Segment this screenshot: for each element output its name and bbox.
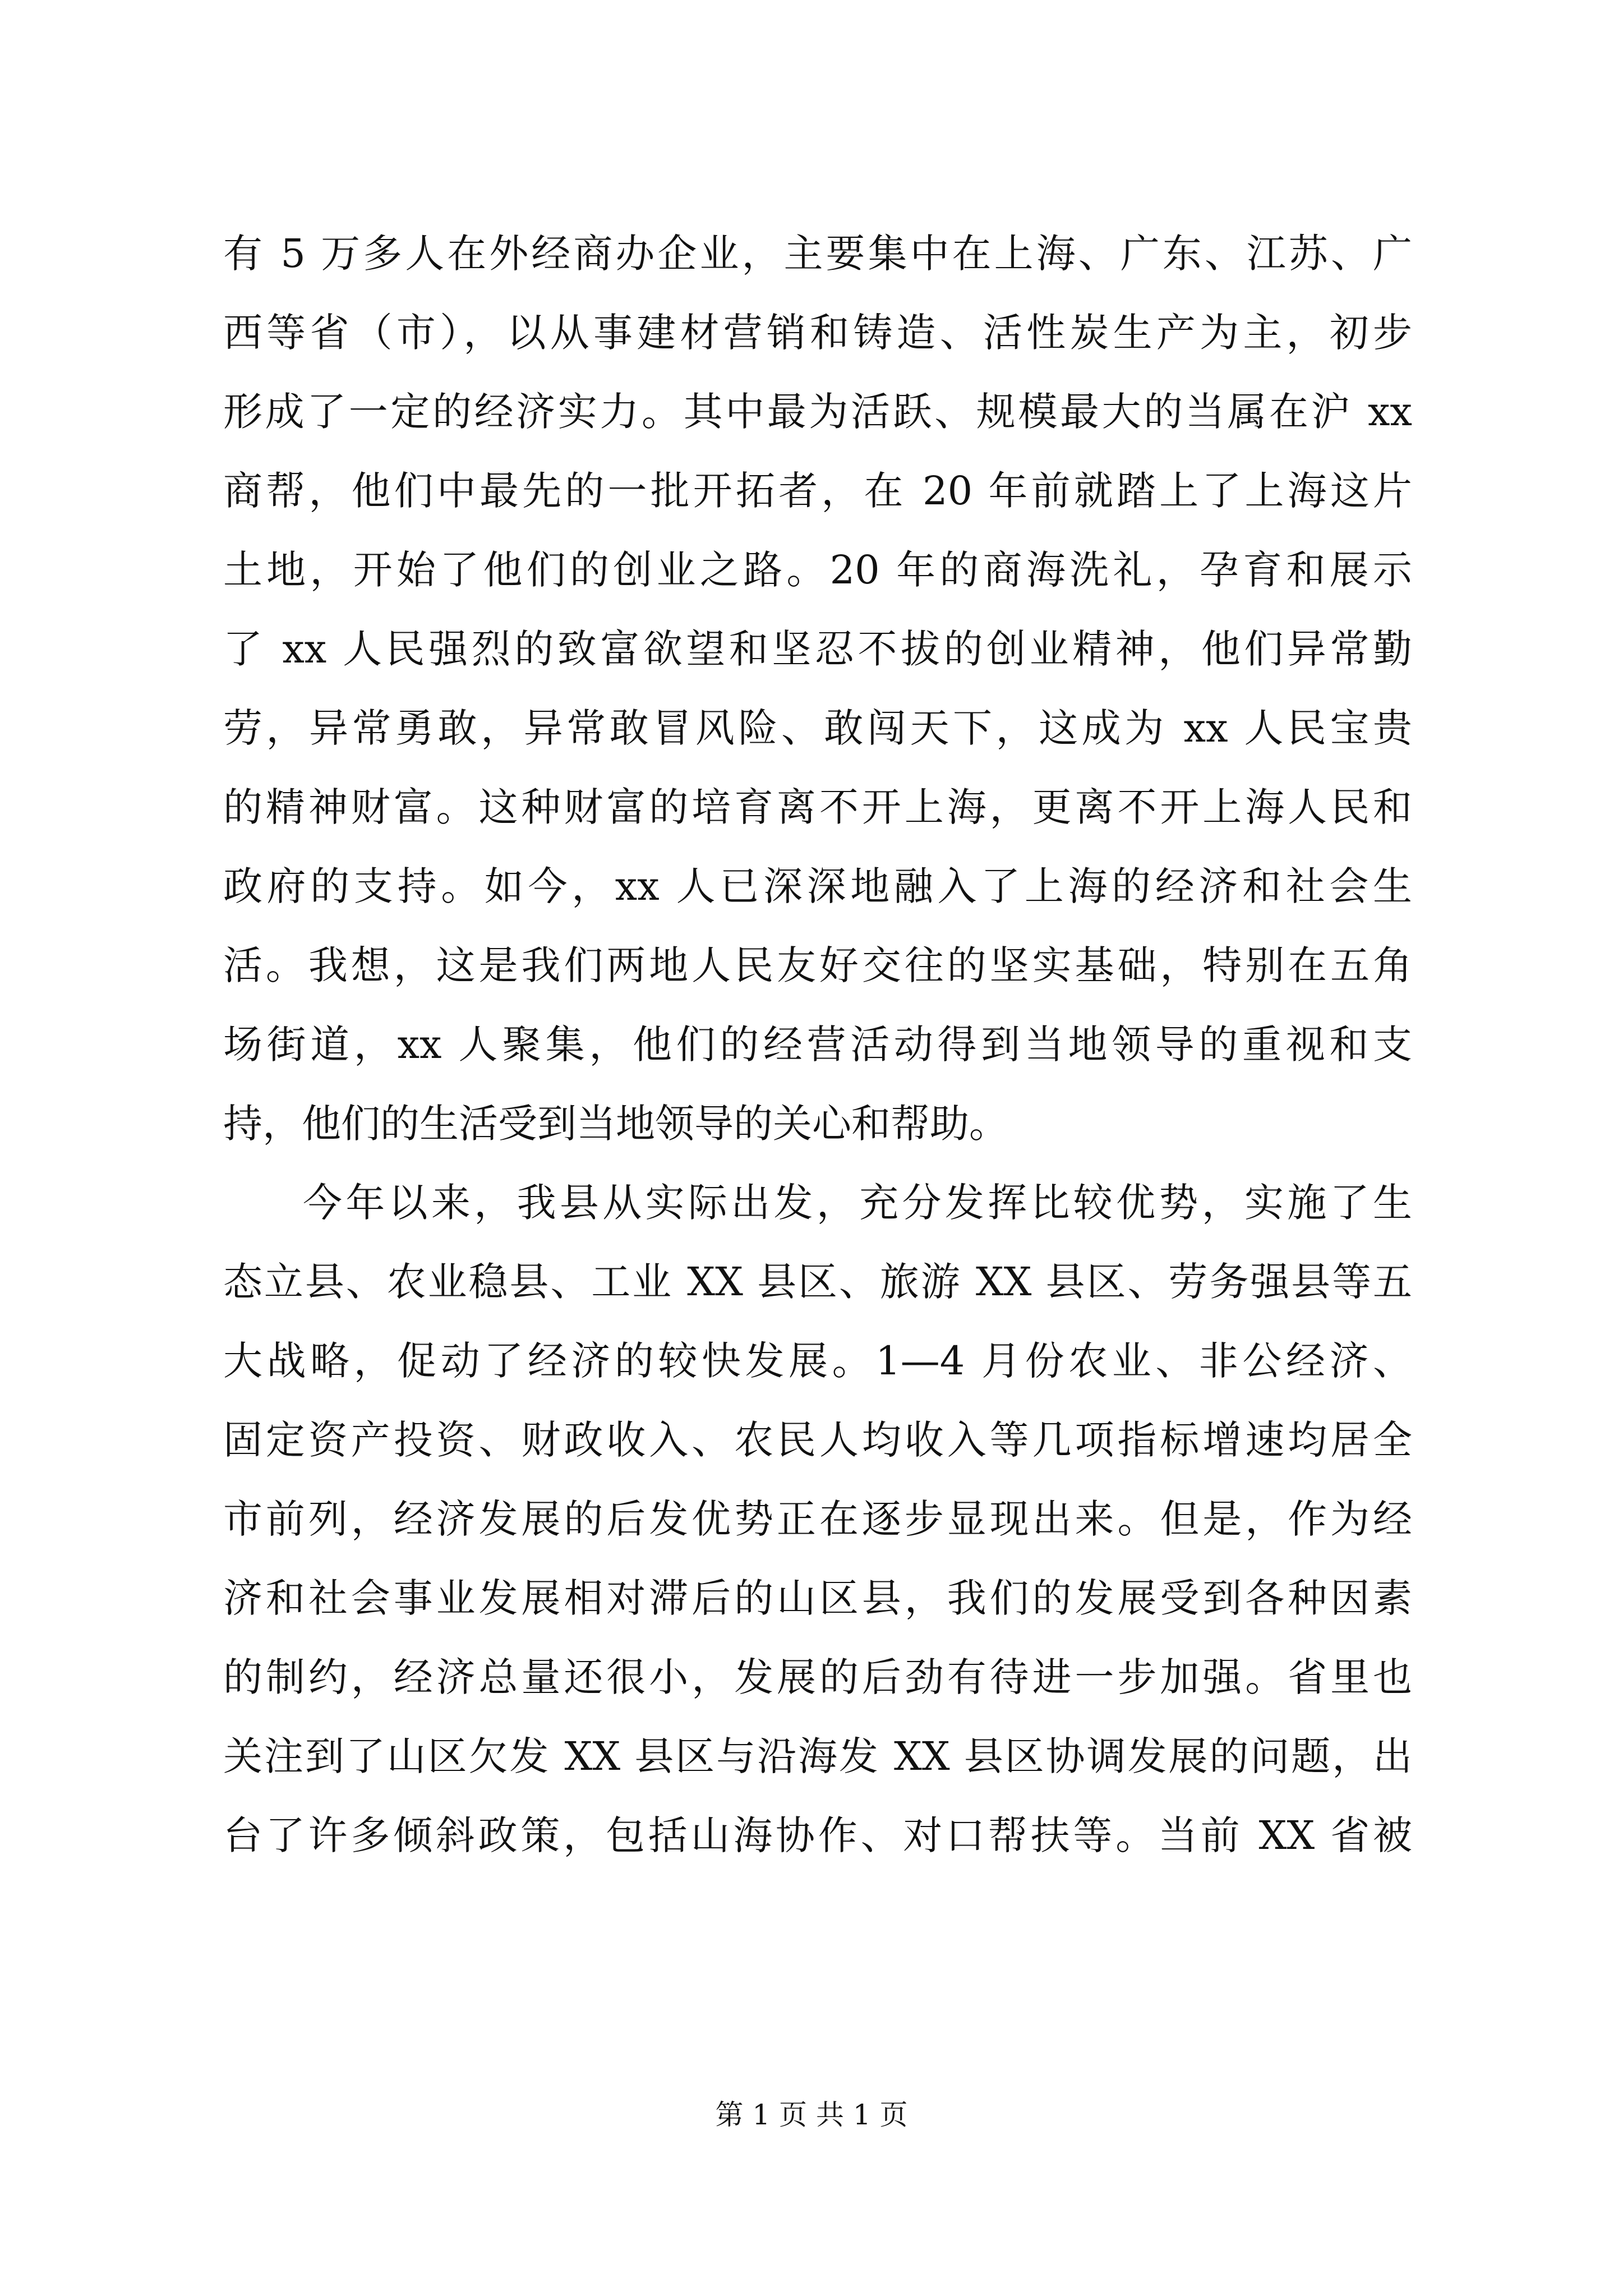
paragraph-1-line-12: 持，他们的生活受到当地领导的关心和帮助。 — [223, 1101, 1008, 1147]
paragraph-1-line-7: 劳，异常勇敢，异常敢冒风险、敢闯天下，这成为 xx 人民宝贵 — [223, 705, 1412, 751]
paragraph-1-line-1: 有 5 万多人在外经商办企业，主要集中在上海、广东、江苏、广 — [223, 231, 1412, 277]
paragraph-1-line-4: 商帮，他们中最先的一批开拓者，在 20 年前就踏上了上海这片 — [223, 468, 1412, 514]
paragraph-2-line-5: 市前列，经济发展的后发优势正在逐步显现出来。但是，作为经 — [223, 1496, 1412, 1542]
paragraph-2-line-1: 今年以来，我县从实际出发，充分发挥比较优势，实施了生 — [303, 1180, 1412, 1226]
paragraph-1-line-3: 形成了一定的经济实力。其中最为活跃、规模最大的当属在沪 xx — [223, 389, 1412, 435]
paragraph-2-line-9: 台了许多倾斜政策，包括山海协作、对口帮扶等。当前 XX 省被 — [223, 1812, 1412, 1858]
paragraph-1-line-5: 土地，开始了他们的创业之路。20 年的商海洗礼，孕育和展示 — [223, 547, 1412, 593]
paragraph-2-line-8: 关注到了山区欠发 XX 县区与沿海发 XX 县区协调发展的问题，出 — [223, 1733, 1412, 1779]
page-number-footer: 第 1 页 共 1 页 — [715, 2099, 908, 2131]
paragraph-1-line-9: 政府的支持。如今，xx 人已深深地融入了上海的经济和社会生 — [223, 863, 1412, 909]
paragraph-2-line-2: 态立县、农业稳县、工业 XX 县区、旅游 XX 县区、劳务强县等五 — [223, 1259, 1412, 1305]
paragraph-2-line-4: 固定资产投资、财政收入、农民人均收入等几项指标增速均居全 — [223, 1417, 1412, 1463]
paragraph-1-line-8: 的精神财富。这种财富的培育离不开上海，更离不开上海人民和 — [223, 784, 1412, 830]
paragraph-1-line-2: 西等省（市），以从事建材营销和铸造、活性炭生产为主，初步 — [223, 310, 1412, 356]
paragraph-1-line-11: 场街道，xx 人聚集，他们的经营活动得到当地领导的重视和支 — [223, 1022, 1412, 1068]
paragraph-1-line-6: 了 xx 人民强烈的致富欲望和坚忍不拔的创业精神，他们异常勤 — [223, 626, 1412, 672]
paragraph-2-line-3: 大战略，促动了经济的较快发展。1—4 月份农业、非公经济、 — [223, 1338, 1412, 1384]
paragraph-2-line-7: 的制约，经济总量还很小，发展的后劲有待进一步加强。省里也 — [223, 1654, 1412, 1700]
paragraph-2-line-6: 济和社会事业发展相对滞后的山区县，我们的发展受到各种因素 — [223, 1575, 1412, 1621]
paragraph-1-line-10: 活。我想，这是我们两地人民友好交往的坚实基础，特别在五角 — [223, 942, 1412, 988]
